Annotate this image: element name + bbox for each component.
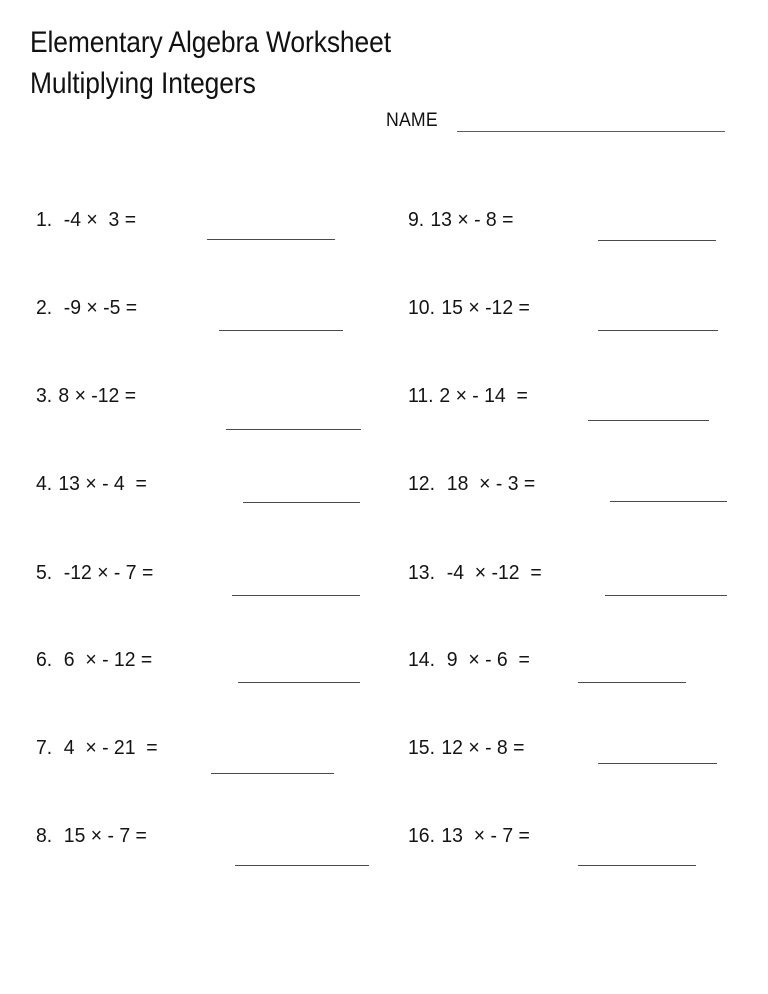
answer-blank-5[interactable]	[232, 595, 360, 596]
problem-expression-2: -9 × -5 =	[52, 297, 137, 319]
answer-blank-13[interactable]	[605, 595, 727, 596]
problem-item-6	[36, 650, 155, 671]
problem-number-10: 10.	[408, 297, 435, 319]
problem-number-13: 13.	[408, 562, 435, 584]
problem-number-8: 8.	[36, 825, 53, 847]
problem-item-16	[408, 826, 533, 847]
answer-blank-8[interactable]	[235, 865, 369, 866]
name-label: NAME	[386, 110, 438, 131]
answer-blank-12[interactable]	[610, 501, 727, 502]
answer-blank-15[interactable]	[598, 763, 717, 764]
answer-blank-14[interactable]	[578, 682, 686, 683]
problem-item-11	[408, 386, 531, 407]
problem-number-12: 12.	[408, 473, 435, 495]
problem-expression-10: 15 × -12 =	[435, 297, 530, 319]
answer-blank-9[interactable]	[598, 240, 716, 241]
answer-blank-2[interactable]	[219, 330, 343, 331]
problem-item-10	[408, 298, 533, 319]
problem-expression-14: 9 × - 6 =	[435, 649, 530, 671]
answer-blank-7[interactable]	[211, 773, 334, 774]
problem-item-14	[408, 650, 533, 671]
answer-blank-1[interactable]	[207, 239, 335, 240]
problem-expression-9: 13 × - 8 =	[424, 209, 514, 231]
problem-expression-6: 6 × - 12 =	[52, 649, 152, 671]
answer-blank-6[interactable]	[238, 682, 360, 683]
problem-item-1	[36, 210, 138, 231]
problem-expression-12: 18 × - 3 =	[435, 473, 536, 495]
worksheet-subtitle-line-2: Multiplying Integers	[30, 67, 256, 101]
answer-blank-11[interactable]	[588, 420, 709, 421]
problem-item-7	[36, 738, 161, 759]
problem-number-2: 2.	[36, 297, 53, 319]
problem-number-3: 3.	[36, 385, 53, 407]
problem-number-16: 16.	[408, 825, 435, 847]
problem-expression-3: 8 × -12 =	[52, 385, 136, 407]
answer-blank-3[interactable]	[226, 429, 361, 430]
problem-expression-5: -12 × - 7 =	[52, 562, 153, 584]
problem-expression-11: 2 × - 14 =	[434, 385, 529, 407]
problem-number-1: 1.	[36, 209, 53, 231]
problem-item-5	[36, 563, 156, 584]
problem-item-13	[408, 563, 545, 584]
problem-item-8	[36, 826, 149, 847]
problem-expression-4: 13 × - 4 =	[52, 473, 147, 495]
problem-number-9: 9.	[408, 209, 425, 231]
problem-expression-8: 15 × - 7 =	[52, 825, 147, 847]
problem-item-12	[408, 474, 538, 495]
answer-blank-16[interactable]	[578, 865, 696, 866]
problem-number-5: 5.	[36, 562, 53, 584]
problem-expression-16: 13 × - 7 =	[435, 825, 530, 847]
problem-expression-7: 4 × - 21 =	[52, 737, 158, 759]
problem-number-6: 6.	[36, 649, 53, 671]
problem-expression-13: -4 × -12 =	[435, 562, 542, 584]
problem-expression-1: -4 × 3 =	[52, 209, 136, 231]
worksheet-title-line-1: Elementary Algebra Worksheet	[30, 26, 391, 59]
answer-blank-4[interactable]	[243, 502, 360, 503]
problem-item-3	[36, 386, 138, 407]
problem-item-9	[408, 210, 516, 231]
problem-expression-15: 12 × - 8 =	[435, 737, 525, 759]
problem-item-15	[408, 738, 527, 759]
problem-number-15: 15.	[408, 737, 435, 759]
problem-item-4	[36, 474, 149, 495]
problem-number-14: 14.	[408, 649, 435, 671]
answer-blank-10[interactable]	[598, 330, 718, 331]
problem-number-7: 7.	[36, 737, 53, 759]
problem-number-11: 11.	[408, 385, 434, 407]
problem-number-4: 4.	[36, 473, 53, 495]
problem-item-2	[36, 298, 139, 319]
